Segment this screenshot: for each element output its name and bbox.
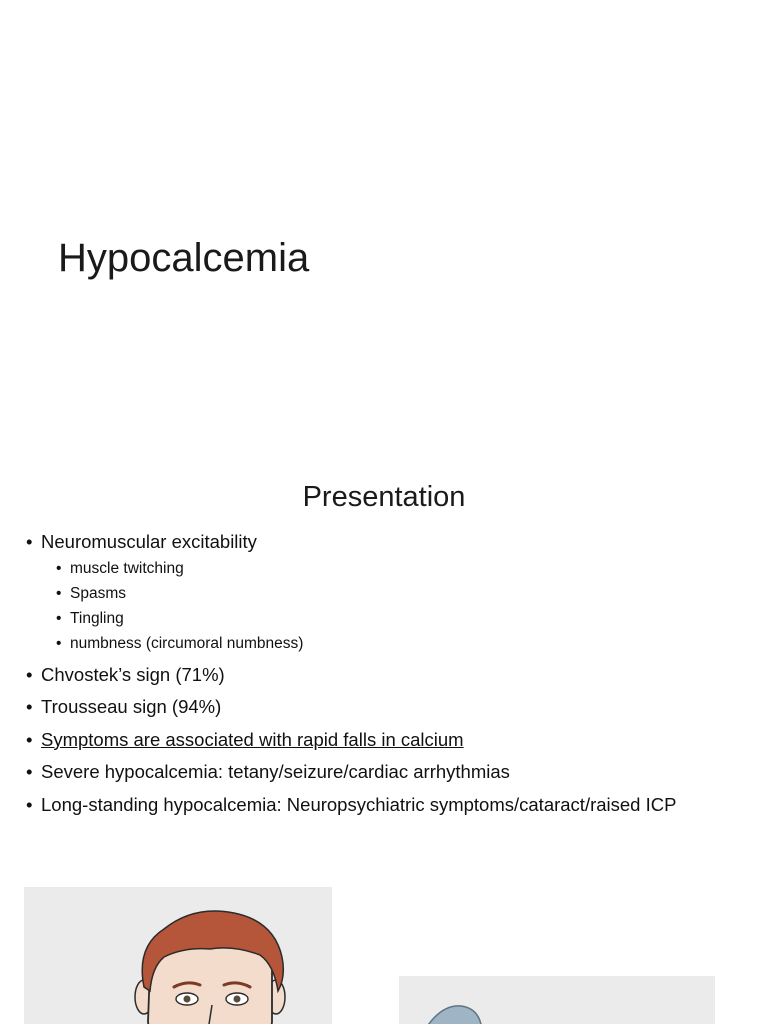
bullet-item [26, 697, 676, 717]
bullet-text: Chvostek’s sign (71%) [41, 663, 225, 685]
bullet-item-underlined [26, 730, 676, 750]
bullet-item [26, 665, 676, 685]
bullet-item [26, 795, 676, 815]
sub-bullet-item: • muscle twitching [56, 560, 676, 577]
bullet-text: Long-standing hypocalcemia: Neuropsychiatric symptoms/cataract/raised ICP [41, 793, 677, 815]
left-pupil [184, 996, 191, 1003]
sub-bullet-item: • Tingling [56, 610, 676, 627]
face-illustration [24, 887, 332, 1024]
right-pupil [234, 996, 241, 1003]
bullet-item [26, 532, 676, 652]
bullet-text: Severe hypocalcemia: tetany/seizure/cardiac arrhythmias [41, 761, 510, 782]
hand-illustration [399, 976, 715, 1024]
sub-bullet-item: • Spasms [56, 585, 676, 602]
bullet-text: Neuromuscular excitability [41, 531, 257, 552]
bullet-list [26, 532, 676, 827]
section-title: Presentation [302, 481, 466, 513]
sub-bullet-list [56, 560, 676, 652]
hand-drawing [399, 976, 715, 1024]
presentation-slide [0, 432, 768, 1024]
title-slide [0, 0, 768, 432]
bullet-text: Trousseau sign (94%) [41, 696, 222, 717]
face-drawing [24, 887, 332, 1024]
slide-title: Hypocalcemia [58, 236, 310, 280]
sub-bullet-item: • numbness (circumoral numbness) [56, 635, 676, 652]
bullet-item [26, 762, 676, 782]
bullet-text: Symptoms are associated with rapid falls in calcium [41, 728, 464, 750]
hand-shape [421, 1006, 483, 1024]
